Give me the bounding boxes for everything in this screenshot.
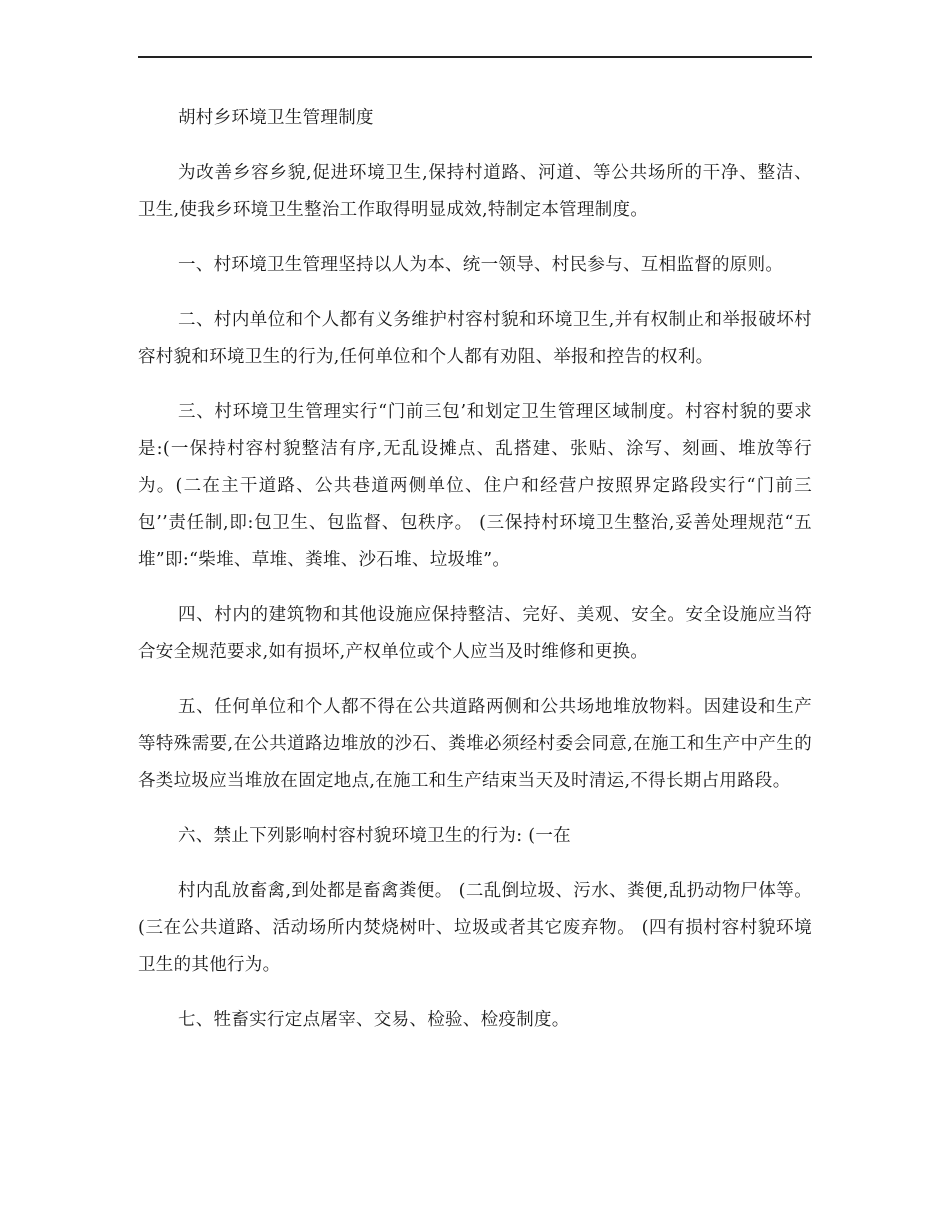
paragraph-7: 七、牲畜实行定点屠宰、交易、检验、检疫制度。 (178, 1010, 570, 1030)
paragraph-4: 四、村内的建筑物和其他设施应保持整洁、完好、美观、安全。安全设施应当符合安全规范要求,如有损坏,产权单位或个人应当及时维修和更换。 (138, 605, 812, 662)
paragraph-5: 五、任何单位和个人都不得在公共道路两侧和公共场地堆放物料。因建设和生产等特殊需要,在公共道路边堆放的沙石、粪堆必须经村委会同意,在施工和生产中产生的各类垃圾应当堆放在固定地点,在施工和生产结束当天及时清运,不得长期占用路段。 (138, 697, 812, 791)
paragraph-1: 一、村环境卫生管理坚持以人为本、统一领导、村民参与、互相监督的原则。 (178, 255, 784, 275)
paragraph-3: 三、村环境卫生管理实行“门前三包’和划定卫生管理区域制度。村容村貌的要求是:(一保持村容村貌整洁有序,无乱设摊点、乱搭建、张贴、涂写、刻画、堆放等行为。(二在主干道路、公共巷道两侧单位、住户和经营户按照界定路段实行“门前三包’’责任制,即:包卫生、包监督、包秩序。 (三保持村环境卫生整治,妥善处理规范“五堆”即:“柴堆、草堆、粪堆、沙石堆、垃圾堆”。 (138, 402, 812, 570)
document-title: 胡村乡环境卫生管理制度 (178, 108, 374, 128)
paragraph-6-start: 六、禁止下列影响村容村貌环境卫生的行为: (一在 (178, 826, 571, 846)
paragraph-6-continued: 村内乱放畜禽,到处都是畜禽粪便。 (二乱倒垃圾、污水、粪便,乱扔动物尸体等。(三在公共道路、活动场所内焚烧树叶、垃圾或者其它废弃物。 (四有损村容村貌环境卫生的其他行为。 (138, 881, 812, 975)
header-divider (138, 56, 812, 58)
paragraph-intro: 为改善乡容乡貌,促进环境卫生,保持村道路、河道、等公共场所的干净、整洁、卫生,使我乡环境卫生整治工作取得明显成效,特制定本管理制度。 (138, 163, 812, 220)
document-body (138, 100, 812, 1057)
paragraph-2: 二、村内单位和个人都有义务维护村容村貌和环境卫生,并有权制止和举报破坏村容村貌和环境卫生的行为,任何单位和个人都有劝阻、举报和控告的权利。 (138, 310, 812, 367)
